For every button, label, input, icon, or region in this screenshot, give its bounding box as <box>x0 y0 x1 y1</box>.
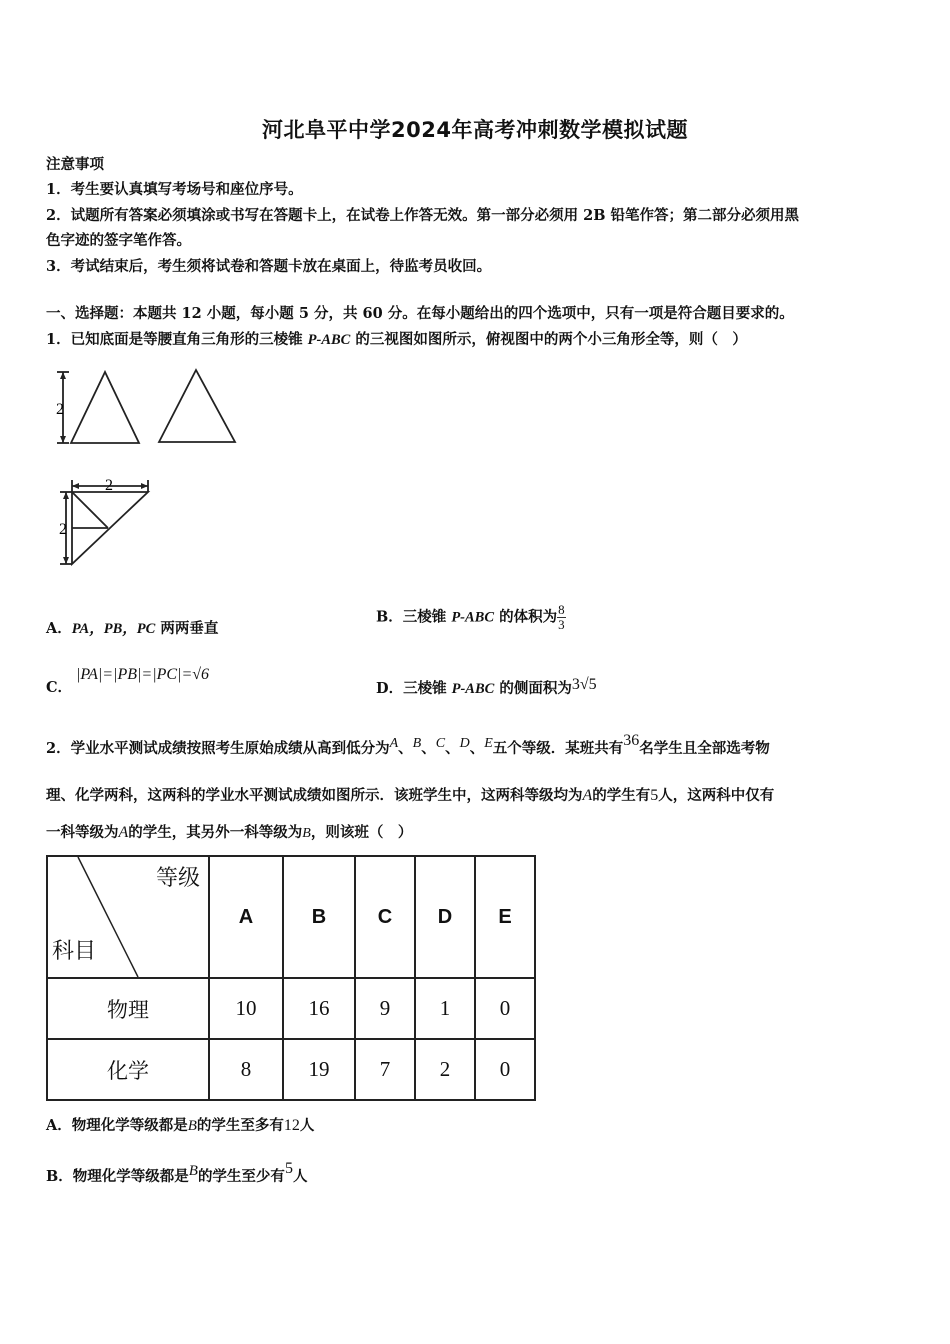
side-view-triangle <box>159 370 235 442</box>
corner-bottom-label: 科目 <box>52 939 97 964</box>
q1-option-c-math: |PA|=|PB|=|PC|=√6 <box>76 666 210 683</box>
notice-item-3: 3．考试结束后，考生须将试卷和答题卡放在桌面上，待监考员收回。 <box>46 258 492 275</box>
top-height-label: 2 <box>59 521 67 538</box>
value-cell: 9 <box>355 978 415 1039</box>
q1-option-a: A．PA，PB，PC 两两垂直 <box>46 620 219 637</box>
q2-option-b: B．物理化学等级都是B的学生至少有5人 <box>46 1160 308 1185</box>
top-width-label: 2 <box>105 477 113 494</box>
header-cell: D <box>415 856 475 978</box>
header-cell: B <box>283 856 355 978</box>
page-title: 河北阜平中学2024年高考冲刺数学模拟试题 <box>262 118 688 142</box>
notice-item-2: 2．试题所有答案必须填涂或书写在答题卡上，在试卷上作答无效。第一部分必须用 2B 铅笔作答；第二部分必须用黑 <box>46 207 800 224</box>
value-cell: 19 <box>283 1039 355 1100</box>
header-cell: C <box>355 856 415 978</box>
q1-stem: 1．已知底面是等腰直角三角形的三棱锥 P-ABC 的三视图如图所示，俯视图中的两个小三角形全等，则（ ） <box>46 331 747 348</box>
value-cell: 2 <box>415 1039 475 1100</box>
value-cell: 7 <box>355 1039 415 1100</box>
q1-option-c-label: C． <box>46 679 73 696</box>
notice-item-2-cont: 色字迹的签字笔作答。 <box>46 232 191 249</box>
header-cell: E <box>475 856 535 978</box>
table-row <box>47 1039 535 1100</box>
q1-option-b: B．三棱锥 P-ABC 的体积为 $\frac{8}{3}$ <box>376 602 565 632</box>
corner-cell <box>47 856 209 978</box>
fraction: $\frac{8}{3}$ <box>558 602 565 632</box>
value-cell: 0 <box>475 978 535 1039</box>
value-cell: 16 <box>283 978 355 1039</box>
table-row <box>47 978 535 1039</box>
notice-item-1: 1．考生要认真填写考场号和座位序号。 <box>46 181 303 198</box>
q2-line-3: 一科等级为A的学生，其另外一科等级为B，则该班（ ） <box>46 824 413 841</box>
front-view-triangle <box>71 372 139 443</box>
notice-heading: 注意事项 <box>46 156 104 173</box>
value-cell: 10 <box>209 978 283 1039</box>
value-cell: 1 <box>415 978 475 1039</box>
three-view-figure <box>50 362 250 574</box>
grade-table <box>46 855 536 1101</box>
header-cell: A <box>209 856 283 978</box>
front-dim-label: 2 <box>56 401 64 418</box>
subject-cell: 物理 <box>47 978 209 1039</box>
q2-line-1: 2．学业水平测试成绩按照考生原始成绩从高到低分为A、B、C、D、E五个等级．某班共有36名学生且全部选考物 <box>46 732 770 757</box>
corner-top-label: 等级 <box>155 866 200 891</box>
value-cell: 8 <box>209 1039 283 1100</box>
subject-cell: 化学 <box>47 1039 209 1100</box>
q2-line-2: 理、化学两科，这两科的学业水平测试成绩如图所示．该班学生中，这两科等级均为A的学生有5人，这两科中仅有 <box>46 787 775 804</box>
q1-option-d: D．三棱锥 P-ABC 的侧面积为3√5 <box>376 676 597 697</box>
value-cell: 0 <box>475 1039 535 1100</box>
section-heading: 一、选择题：本题共 12 小题，每小题 5 分，共 60 分。在每小题给出的四个选项中，只有一项是符合题目要求的。 <box>46 305 794 322</box>
q2-option-a: A．物理化学等级都是B的学生至多有12人 <box>46 1117 315 1134</box>
